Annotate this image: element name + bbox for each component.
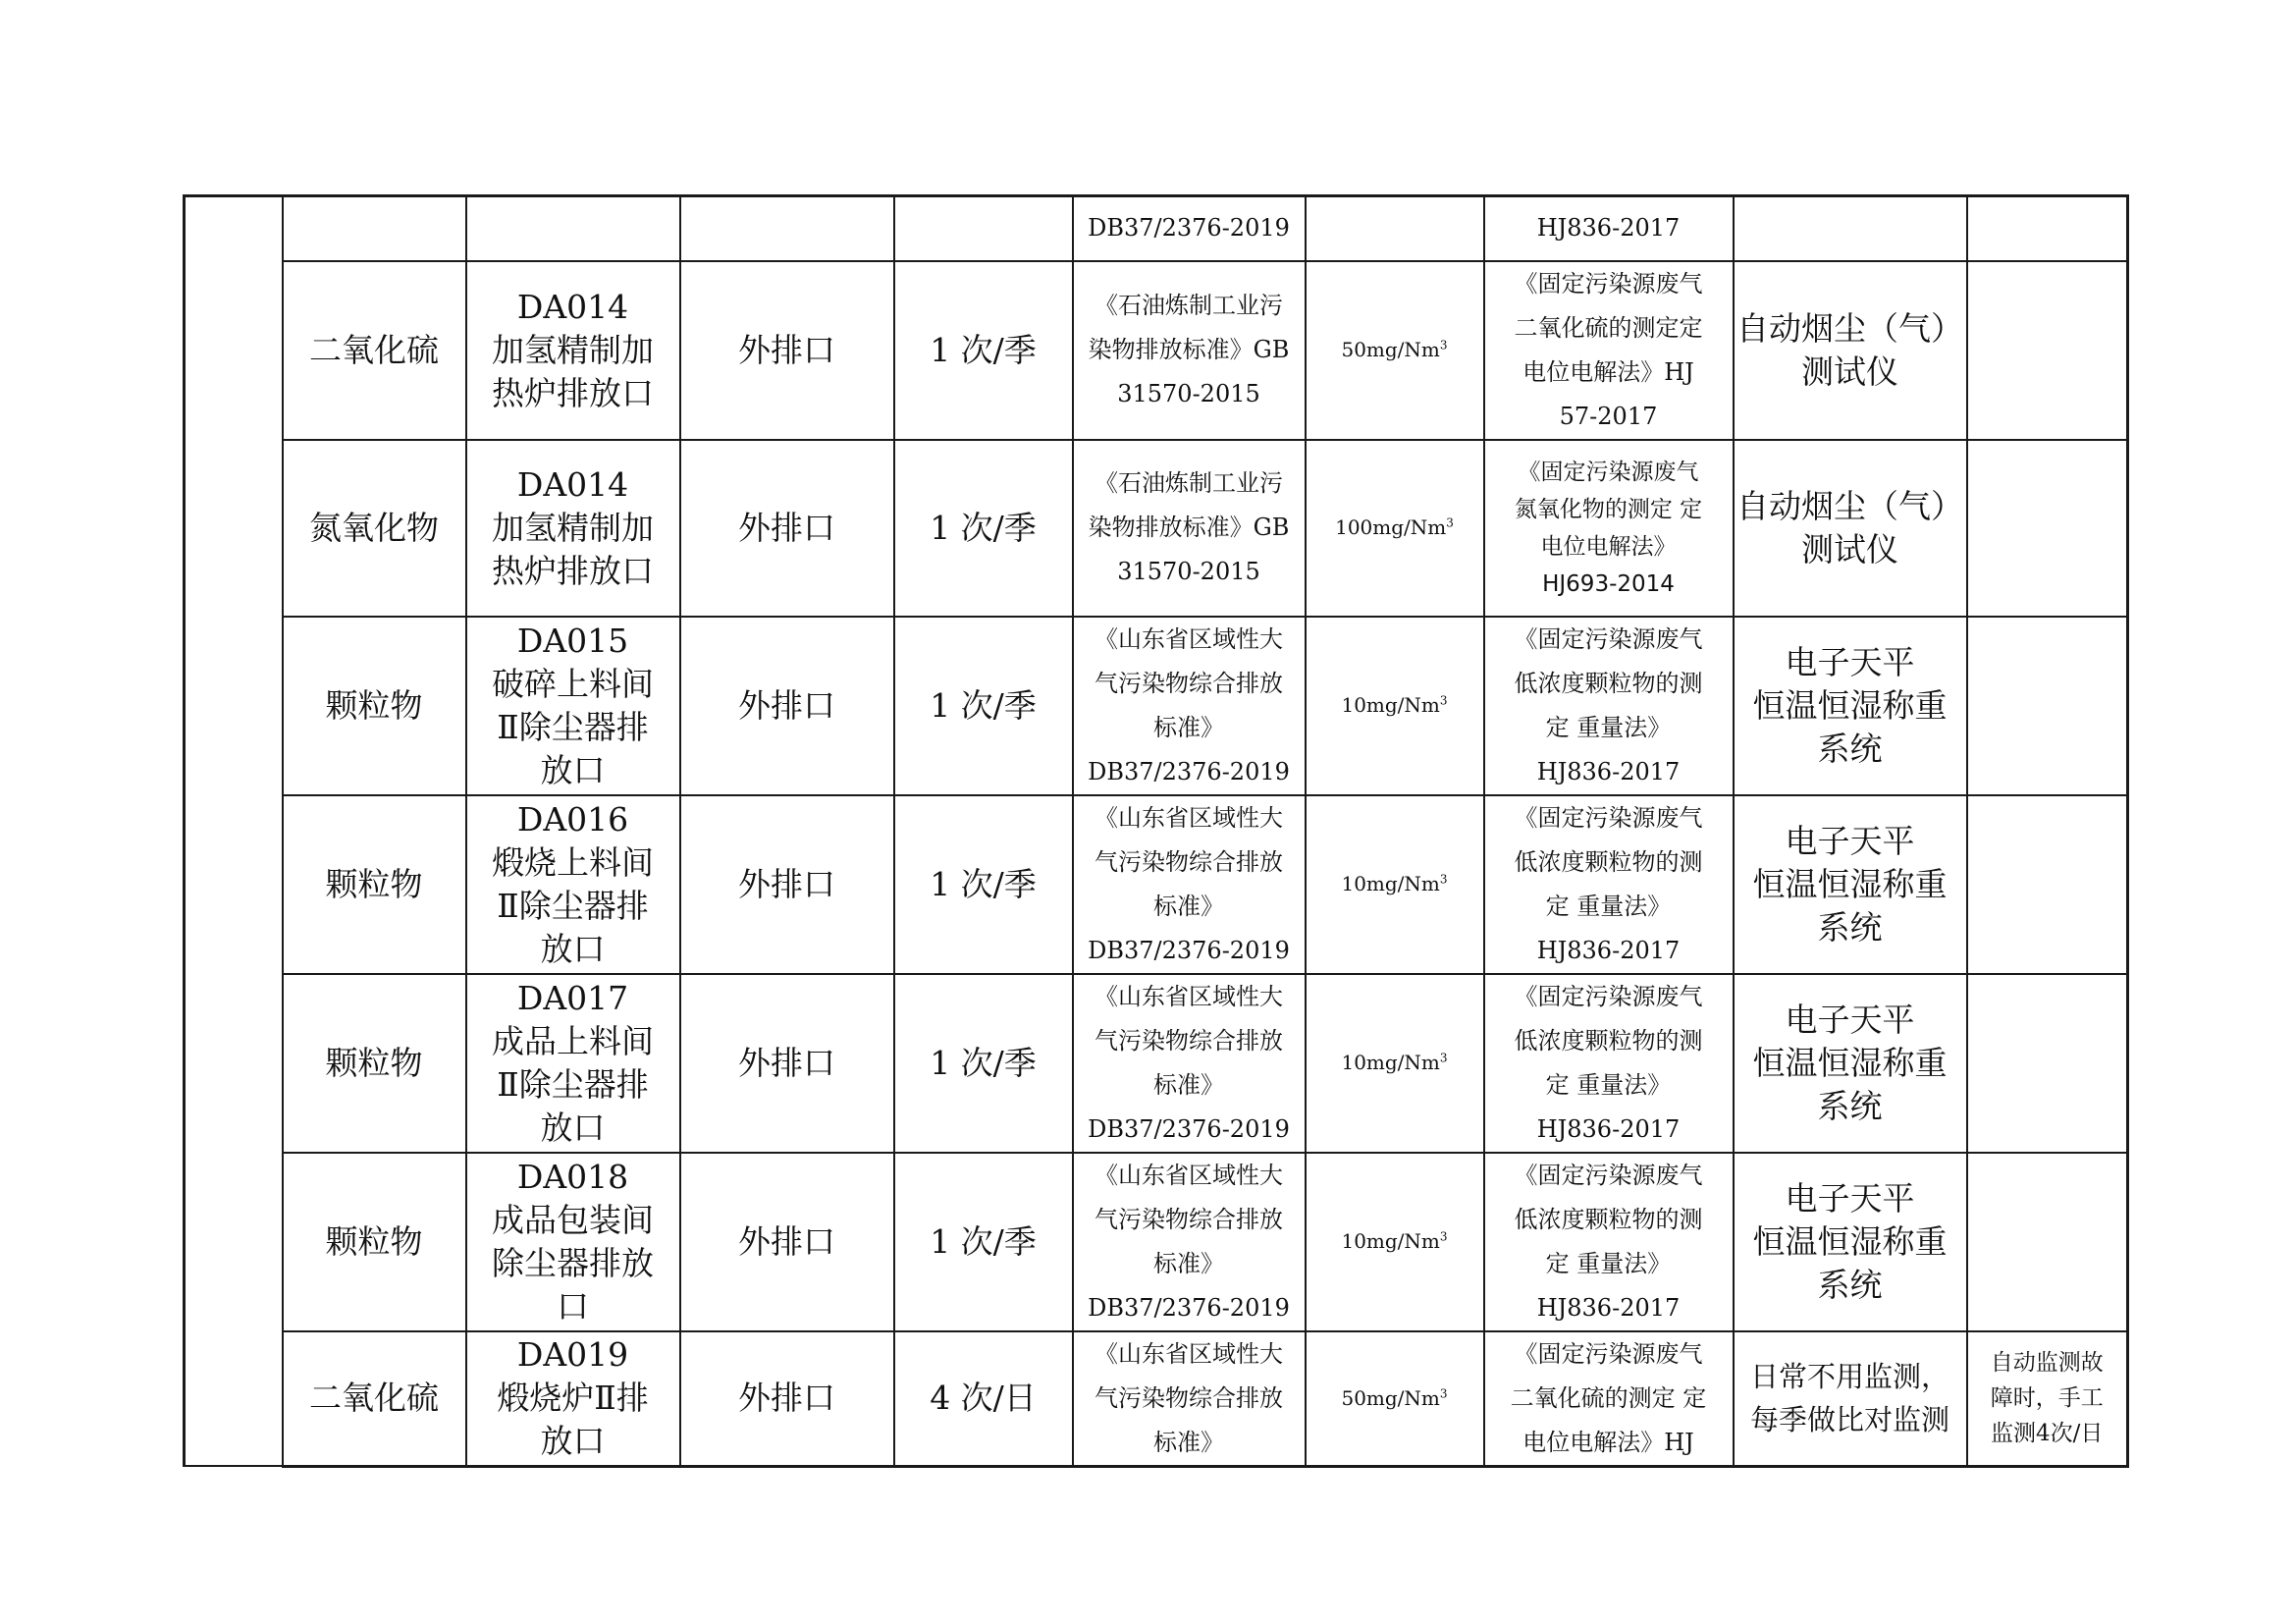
outlet-line: 热炉排放口 bbox=[492, 551, 654, 590]
instrument-cell bbox=[1734, 440, 1967, 617]
outlet-line: 煅烧上料间 bbox=[492, 842, 654, 882]
standard-line: DB37/2376-2019 bbox=[1088, 757, 1290, 785]
standard-cell bbox=[1073, 974, 1306, 1153]
standard-line: 气污染物综合排放 bbox=[1095, 1383, 1283, 1412]
outlet-line: 热炉排放口 bbox=[492, 373, 654, 412]
standard-line: DB37/2376-2019 bbox=[1088, 1293, 1290, 1322]
outlet-cell bbox=[466, 1153, 680, 1331]
pollutant-cell: 颗粒物 bbox=[283, 1153, 466, 1331]
outlet-line: 成品包装间 bbox=[492, 1200, 654, 1239]
standard-line: 染物排放标准》GB bbox=[1088, 514, 1290, 541]
limit-cell: 10mg/Nm$^3$ bbox=[1306, 795, 1484, 974]
outlet-type-cell: 外排口 bbox=[680, 617, 894, 795]
table-row bbox=[185, 617, 2128, 795]
standard-line: 标准》 bbox=[1153, 1428, 1224, 1456]
method-line: 电位电解法》HJ bbox=[1522, 1428, 1694, 1456]
table-row bbox=[185, 974, 2128, 1153]
note-line: 监测4次/日 bbox=[1991, 1421, 2104, 1446]
method-line: 低浓度颗粒物的测 bbox=[1514, 669, 1703, 697]
outlet-line: DA015 bbox=[516, 621, 629, 660]
method-line: 定 重量法》 bbox=[1545, 1070, 1672, 1099]
instrument-line: 电子天平 bbox=[1785, 1178, 1915, 1218]
outlet-line: DA016 bbox=[516, 799, 629, 839]
outlet-line: 口 bbox=[557, 1286, 589, 1326]
outlet-line: 破碎上料间 bbox=[492, 664, 654, 703]
outlet-line: 放口 bbox=[540, 750, 606, 789]
note-line: 自动监测故 bbox=[1990, 1350, 2104, 1376]
standard-line: 气污染物综合排放 bbox=[1095, 669, 1283, 697]
limit-cell: 10mg/Nm$^3$ bbox=[1306, 1153, 1484, 1331]
limit-cell bbox=[1306, 196, 1484, 261]
pollutant-cell: 二氧化硫 bbox=[283, 1331, 466, 1467]
outlet-line: DA018 bbox=[516, 1157, 629, 1196]
table-row bbox=[185, 196, 2128, 261]
frequency-cell: 1 次/季 bbox=[894, 261, 1073, 440]
table-row bbox=[185, 795, 2128, 974]
method-line: 《固定污染源废气 bbox=[1514, 1161, 1703, 1189]
outlet-type-cell: 外排口 bbox=[680, 440, 894, 617]
standard-line: 染物排放标准》GB bbox=[1088, 336, 1290, 363]
standard-line: 《石油炼制工业污 bbox=[1095, 292, 1283, 319]
outlet-line: 加氢精制加 bbox=[492, 330, 654, 369]
outlet-cell bbox=[466, 795, 680, 974]
standard-line: 《山东省区域性大 bbox=[1095, 803, 1283, 832]
method-line: 低浓度颗粒物的测 bbox=[1514, 847, 1703, 876]
frequency-cell: 1 次/季 bbox=[894, 440, 1073, 617]
outlet-type-cell: 外排口 bbox=[680, 261, 894, 440]
method-cell bbox=[1484, 1153, 1734, 1331]
note-cell bbox=[1967, 1331, 2128, 1467]
pollutant-cell: 颗粒物 bbox=[283, 617, 466, 795]
standard-cell bbox=[1073, 1153, 1306, 1331]
standard-line: 气污染物综合排放 bbox=[1095, 1026, 1283, 1055]
method-cell bbox=[1484, 261, 1734, 440]
method-cell bbox=[1484, 617, 1734, 795]
method-line: 电位电解法》HJ bbox=[1522, 357, 1694, 386]
standard-line: 31570-2015 bbox=[1117, 380, 1260, 407]
table-row bbox=[185, 1153, 2128, 1331]
standard-line: DB37/2376-2019 bbox=[1088, 936, 1290, 964]
standard-line: 《山东省区域性大 bbox=[1095, 1339, 1283, 1368]
method-line: 氮氧化物的测定 定 bbox=[1514, 496, 1703, 522]
standard-line: 标准》 bbox=[1153, 1249, 1224, 1277]
standard-line: 《山东省区域性大 bbox=[1095, 982, 1283, 1010]
frequency-cell: 1 次/季 bbox=[894, 1153, 1073, 1331]
method-line: 定 重量法》 bbox=[1545, 892, 1672, 920]
standard-line: 《山东省区域性大 bbox=[1095, 624, 1283, 653]
outlet-cell bbox=[466, 617, 680, 795]
limit-cell: 50mg/Nm$^3$ bbox=[1306, 261, 1484, 440]
frequency-cell: 4 次/日 bbox=[894, 1331, 1073, 1467]
method-line: HJ836-2017 bbox=[1536, 214, 1681, 243]
outlet-cell bbox=[466, 196, 680, 261]
instrument-line: 日常不用监测， bbox=[1749, 1360, 1949, 1393]
instrument-cell bbox=[1734, 196, 1967, 261]
outlet-line: Ⅱ除尘器排 bbox=[497, 707, 649, 746]
outlet-line: 放口 bbox=[540, 929, 606, 968]
method-cell bbox=[1484, 1331, 1734, 1467]
instrument-line: 每季做比对监测 bbox=[1749, 1403, 1949, 1436]
method-line: 《固定污染源废气 bbox=[1514, 624, 1703, 653]
pollutant-cell: 二氧化硫 bbox=[283, 261, 466, 440]
method-line: 《固定污染源废气 bbox=[1518, 459, 1699, 485]
method-line: 《固定污染源废气 bbox=[1514, 1339, 1703, 1368]
table-row bbox=[185, 1331, 2128, 1467]
outlet-cell bbox=[466, 974, 680, 1153]
note-cell bbox=[1967, 1153, 2128, 1331]
outlet-cell bbox=[466, 261, 680, 440]
outlet-line: 放口 bbox=[540, 1108, 606, 1147]
instrument-line: 电子天平 bbox=[1785, 642, 1915, 681]
note-cell bbox=[1967, 974, 2128, 1153]
frequency-cell: 1 次/季 bbox=[894, 617, 1073, 795]
method-cell bbox=[1484, 795, 1734, 974]
frequency-cell: 1 次/季 bbox=[894, 795, 1073, 974]
method-cell bbox=[1484, 196, 1734, 261]
limit-cell: 10mg/Nm$^3$ bbox=[1306, 617, 1484, 795]
instrument-line: 电子天平 bbox=[1785, 821, 1915, 860]
standard-line: 标准》 bbox=[1153, 1070, 1224, 1099]
standard-line: 气污染物综合排放 bbox=[1095, 1205, 1283, 1233]
note-cell bbox=[1967, 261, 2128, 440]
method-line: 低浓度颗粒物的测 bbox=[1514, 1026, 1703, 1055]
outlet-line: Ⅱ除尘器排 bbox=[497, 886, 649, 925]
instrument-cell bbox=[1734, 1153, 1967, 1331]
outlet-line: Ⅱ除尘器排 bbox=[497, 1064, 649, 1104]
outlet-type-cell: 外排口 bbox=[680, 1153, 894, 1331]
limit-cell: 50mg/Nm$^3$ bbox=[1306, 1331, 1484, 1467]
standard-cell bbox=[1073, 196, 1306, 261]
pollutant-cell: 颗粒物 bbox=[283, 795, 466, 974]
instrument-line: 测试仪 bbox=[1801, 352, 1898, 391]
outlet-line: 加氢精制加 bbox=[492, 508, 654, 547]
instrument-cell bbox=[1734, 795, 1967, 974]
standard-line: 《石油炼制工业污 bbox=[1095, 469, 1283, 497]
limit-cell: 10mg/Nm$^3$ bbox=[1306, 974, 1484, 1153]
method-line: 《固定污染源废气 bbox=[1514, 269, 1703, 298]
standard-line: 标准》 bbox=[1153, 892, 1224, 920]
frequency-cell bbox=[894, 196, 1073, 261]
instrument-line: 自动烟尘（气） bbox=[1736, 308, 1963, 348]
method-line: HJ836-2017 bbox=[1536, 757, 1681, 785]
instrument-cell bbox=[1734, 617, 1967, 795]
standard-line: 气污染物综合排放 bbox=[1095, 847, 1283, 876]
instrument-line: 恒温恒湿称重 bbox=[1752, 864, 1948, 903]
outlet-line: 放口 bbox=[540, 1422, 606, 1460]
pollutant-cell bbox=[283, 196, 466, 261]
instrument-line: 系统 bbox=[1817, 729, 1883, 768]
instrument-cell bbox=[1734, 1331, 1967, 1467]
outlet-line: DA014 bbox=[516, 287, 629, 326]
method-line: 二氧化硫的测定定 bbox=[1514, 313, 1703, 342]
outlet-line: 煅烧炉Ⅱ排 bbox=[497, 1379, 649, 1417]
outlet-type-cell: 外排口 bbox=[680, 1331, 894, 1467]
method-line: HJ836-2017 bbox=[1536, 1293, 1681, 1322]
outlet-cell bbox=[466, 1331, 680, 1467]
outlet-type-cell bbox=[680, 196, 894, 261]
instrument-line: 恒温恒湿称重 bbox=[1752, 1221, 1948, 1261]
monitoring-table bbox=[183, 194, 2129, 1468]
standard-line: 31570-2015 bbox=[1117, 558, 1260, 585]
method-line: 定 重量法》 bbox=[1545, 1249, 1672, 1277]
outlet-line: 除尘器排放 bbox=[492, 1243, 654, 1282]
outlet-line: DA014 bbox=[516, 464, 629, 504]
method-line: HJ836-2017 bbox=[1536, 1114, 1681, 1143]
standard-line: 《山东省区域性大 bbox=[1095, 1161, 1283, 1189]
table-row bbox=[185, 440, 2128, 617]
standard-cell bbox=[1073, 1331, 1306, 1467]
note-cell bbox=[1967, 795, 2128, 974]
method-cell bbox=[1484, 440, 1734, 617]
standard-cell bbox=[1073, 261, 1306, 440]
instrument-line: 电子天平 bbox=[1785, 1000, 1915, 1039]
standard-cell bbox=[1073, 795, 1306, 974]
note-cell bbox=[1967, 440, 2128, 617]
instrument-line: 恒温恒湿称重 bbox=[1752, 1043, 1948, 1082]
outlet-line: DA017 bbox=[516, 978, 629, 1017]
instrument-line: 测试仪 bbox=[1801, 529, 1898, 568]
method-line: 二氧化硫的测定 定 bbox=[1510, 1383, 1707, 1412]
instrument-cell bbox=[1734, 974, 1967, 1153]
method-line: 电位电解法》 bbox=[1540, 533, 1677, 560]
standard-cell bbox=[1073, 440, 1306, 617]
outlet-type-cell: 外排口 bbox=[680, 795, 894, 974]
outlet-line: DA019 bbox=[516, 1335, 629, 1374]
outlet-cell bbox=[466, 440, 680, 617]
standard-line: DB37/2376-2019 bbox=[1088, 214, 1290, 243]
pollutant-cell: 颗粒物 bbox=[283, 974, 466, 1153]
method-line: 《固定污染源废气 bbox=[1514, 803, 1703, 832]
limit-cell: 100mg/Nm$^3$ bbox=[1306, 440, 1484, 617]
method-line: HJ836-2017 bbox=[1536, 936, 1681, 964]
instrument-cell bbox=[1734, 261, 1967, 440]
outlet-line: 成品上料间 bbox=[492, 1021, 654, 1060]
method-cell bbox=[1484, 974, 1734, 1153]
note-cell bbox=[1967, 196, 2128, 261]
method-line: 《固定污染源废气 bbox=[1514, 982, 1703, 1010]
method-line: 低浓度颗粒物的测 bbox=[1514, 1205, 1703, 1233]
note-line: 障时，手工 bbox=[1990, 1385, 2104, 1411]
method-line: HJ693-2014 bbox=[1542, 570, 1675, 597]
instrument-line: 恒温恒湿称重 bbox=[1752, 685, 1948, 725]
method-line: 定 重量法》 bbox=[1545, 713, 1672, 741]
pollutant-cell: 氮氧化物 bbox=[283, 440, 466, 617]
instrument-line: 自动烟尘（气） bbox=[1736, 486, 1963, 525]
instrument-line: 系统 bbox=[1817, 1086, 1883, 1125]
standard-line: 标准》 bbox=[1153, 713, 1224, 741]
note-cell bbox=[1967, 617, 2128, 795]
frequency-cell: 1 次/季 bbox=[894, 974, 1073, 1153]
merged-category-cell bbox=[185, 196, 283, 1467]
outlet-type-cell: 外排口 bbox=[680, 974, 894, 1153]
standard-line: DB37/2376-2019 bbox=[1088, 1114, 1290, 1143]
table-row bbox=[185, 261, 2128, 440]
method-line: 57-2017 bbox=[1559, 402, 1658, 430]
instrument-line: 系统 bbox=[1817, 907, 1883, 947]
standard-cell bbox=[1073, 617, 1306, 795]
instrument-line: 系统 bbox=[1817, 1265, 1883, 1304]
